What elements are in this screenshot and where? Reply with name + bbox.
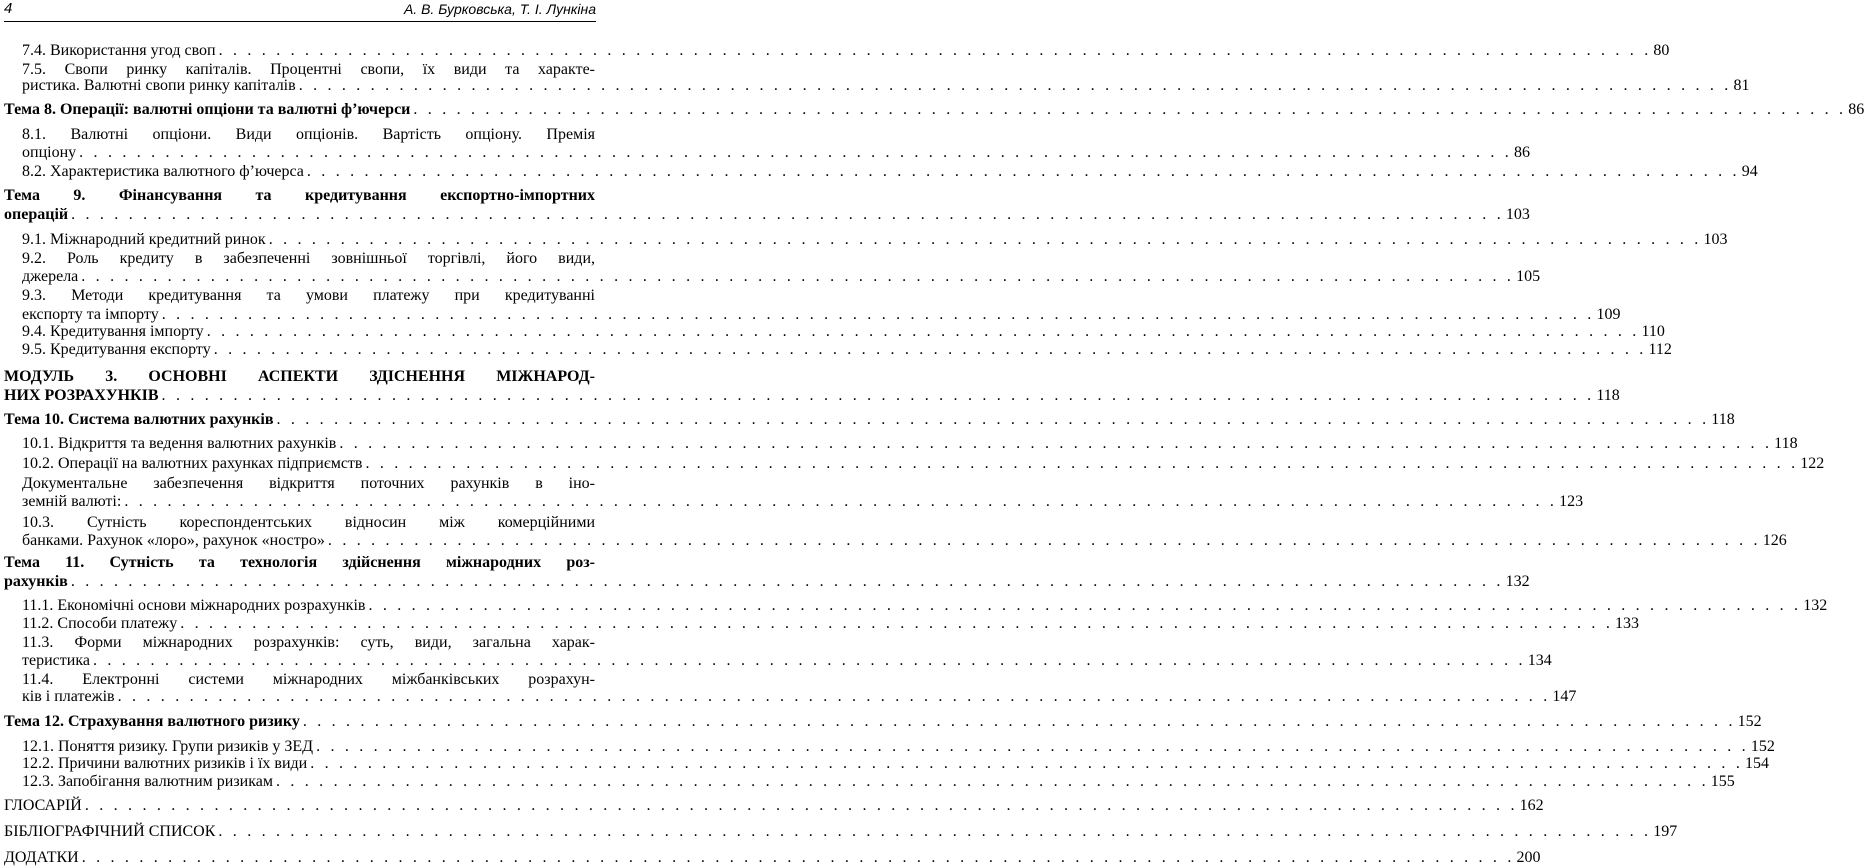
dot-leader: . . . . . . . . . . . . . . . . . . . . . . . . . . . . . . . . . . . . . . . . . . . . . . . . . . . . . . . . . . . . . . . . . . . . . . . . . . . . . . . . . . . . . . . . . . . . . . . . . . . . xyxy=(92,652,1526,669)
toc-entry-last-line xyxy=(4,712,1762,731)
toc-entry-title: джерела xyxy=(22,268,79,285)
toc-page-number: 86 xyxy=(1848,101,1864,118)
toc-entry[interactable] xyxy=(4,553,1530,591)
toc-page-number: 112 xyxy=(1648,341,1672,358)
toc-entry-last-line xyxy=(22,41,1670,60)
toc-entry[interactable] xyxy=(4,796,1544,815)
toc-entry-title-line: 9.3. Методи кредитування та умови платежу при кредитуванні xyxy=(22,287,595,304)
authors: А. В. Бурковська, Т. І. Лункіна xyxy=(403,1,596,17)
dot-leader: . . . . . . . . . . . . . . . . . . . . . . . . . . . . . . . . . . . . . . . . . . . . . . . . . . . . . . . . . . . . . . . . . . . . . . . . . . . . . . . . . . . . . . . . . . . . . . . . . . . . xyxy=(276,411,1710,428)
toc-page-number: 122 xyxy=(1800,455,1825,472)
toc-entry[interactable] xyxy=(22,754,1770,773)
toc-entry[interactable] xyxy=(22,596,1828,615)
toc-entry-title: 9.1. Міжнародний кредитний ринок xyxy=(22,231,266,248)
toc-entry-title-line: МОДУЛЬ 3. ОСНОВНІ АСПЕКТИ ЗДІСНЕННЯ МІЖНАРОД- xyxy=(4,368,595,385)
toc-entry[interactable] xyxy=(22,454,1825,473)
toc-entry-title-line: Документальне забезпечення відкриття поточних рахунків в іно- xyxy=(22,475,595,492)
toc-page-number: 110 xyxy=(1641,323,1665,340)
toc-entry[interactable] xyxy=(4,100,1864,119)
toc-entry[interactable] xyxy=(22,670,1577,706)
dot-leader: . . . . . . . . . . . . . . . . . . . . . . . . . . . . . . . . . . . . . . . . . . . . . . . . . . . . . . . . . . . . . . . . . . . . . . . . . . . . . . . . . . . . . . . . . . . . . . . . . . . . xyxy=(413,101,1847,118)
dot-leader: . . . . . . . . . . . . . . . . . . . . . . . . . . . . . . . . . . . . . . . . . . . . . . . . . . . . . . . . . . . . . . . . . . . . . . . . . . . . . . . . . . . . . . . . . . . . . . . . . . . . xyxy=(275,773,1709,790)
toc-page-number: 152 xyxy=(1750,738,1775,755)
toc-entry[interactable] xyxy=(22,60,1750,95)
toc-page-number: 103 xyxy=(1505,206,1530,223)
toc-page-number: 134 xyxy=(1527,652,1552,669)
dot-leader: . . . . . . . . . . . . . . . . . . . . . . . . . . . . . . . . . . . . . . . . . . . . . . . . . . . . . . . . . . . . . . . . . . . . . . . . . . . . . . . . . . . . . . . . . . . . . . . . . . . . xyxy=(339,435,1773,452)
dot-leader: . . . . . . . . . . . . . . . . . . . . . . . . . . . . . . . . . . . . . . . . . . . . . . . . . . . . . . . . . . . . . . . . . . . . . . . . . . . . . . . . . . . . . . . . . . . . . . . . . . . . xyxy=(268,231,1702,248)
dot-leader: . . . . . . . . . . . . . . . . . . . . . . . . . . . . . . . . . . . . . . . . . . . . . . . . . . . . . . . . . . . . . . . . . . . . . . . . . . . . . . . . . . . . . . . . . . . . . . . . . . . . xyxy=(161,306,1595,323)
toc-page-number: 152 xyxy=(1737,713,1762,730)
dot-leader: . . . . . . . . . . . . . . . . . . . . . . . . . . . . . . . . . . . . . . . . . . . . . . . . . . . . . . . . . . . . . . . . . . . . . . . . . . . . . . . . . . . . . . . . . . . . . . . . . . . . xyxy=(218,42,1652,59)
toc-page-number: 197 xyxy=(1653,823,1678,840)
toc-entry-last-line xyxy=(4,100,1864,119)
toc-page-number: 80 xyxy=(1653,42,1670,59)
toc-page-number: 103 xyxy=(1703,231,1728,248)
toc-entry-title: Тема 8. Операції: валютні опціони та валютні ф’ючерси xyxy=(4,101,411,118)
dot-leader: . . . . . . . . . . . . . . . . . . . . . . . . . . . . . . . . . . . . . . . . . . . . . . . . . . . . . . . . . . . . . . . . . . . . . . . . . . . . . . . . . . . . . . . . . . . . . . . . . . . . xyxy=(206,323,1640,340)
dot-leader: . . . . . . . . . . . . . . . . . . . . . . . . . . . . . . . . . . . . . . . . . . . . . . . . . . . . . . . . . . . . . . . . . . . . . . . . . . . . . . . . . . . . . . . . . . . . . . . . . . . . xyxy=(306,163,1740,180)
dot-leader: . . . . . . . . . . . . . . . . . . . . . . . . . . . . . . . . . . . . . . . . . . . . . . . . . . . . . . . . . . . . . . . . . . . . . . . . . . . . . . . . . . . . . . . . . . . . . . . . . . . . xyxy=(70,573,1504,590)
dot-leader: . . . . . . . . . . . . . . . . . . . . . . . . . . . . . . . . . . . . . . . . . . . . . . . . . . . . . . . . . . . . . . . . . . . . . . . . . . . . . . . . . . . . . . . . . . . . . . . . . . . . xyxy=(71,206,1504,223)
dot-leader: . . . . . . . . . . . . . . . . . . . . . . . . . . . . . . . . . . . . . . . . . . . . . . . . . . . . . . . . . . . . . . . . . . . . . . . . . . . . . . . . . . . . . . . . . . . . . . . . . . . . xyxy=(218,823,1652,840)
dot-leader: . . . . . . . . . . . . . . . . . . . . . . . . . . . . . . . . . . . . . . . . . . . . . . . . . . . . . . . . . . . . . . . . . . . . . . . . . . . . . . . . . . . . . . . . . . . . . . . . . . . . xyxy=(180,615,1614,632)
toc-entry[interactable] xyxy=(22,513,1787,550)
toc-entry[interactable] xyxy=(22,614,1640,633)
toc-entry-title: БІБЛІОГРАФІЧНИЙ СПИСОК xyxy=(4,823,216,840)
toc-entry-last-line xyxy=(4,410,1735,429)
toc-entry-title: ДОДАТКИ xyxy=(4,849,79,866)
toc-entry-title-line: Тема 11. Сутність та технологія здійснення міжнародних роз- xyxy=(4,554,595,571)
toc-entry-last-line xyxy=(4,386,1620,405)
toc-entry-last-line xyxy=(22,754,1770,773)
toc-entry[interactable] xyxy=(22,286,1621,324)
toc-page-number: 81 xyxy=(1733,77,1750,94)
toc-entry[interactable] xyxy=(22,125,1530,162)
toc-entry-last-line xyxy=(22,76,1750,95)
toc-entry-title: 10.1. Відкриття та ведення валютних рахунків xyxy=(22,435,337,452)
toc-entry-title: 9.4. Кредитування імпорту xyxy=(22,323,204,340)
toc-page-number: 105 xyxy=(1516,268,1541,285)
toc-entry-last-line xyxy=(22,596,1828,615)
toc-entry-last-line xyxy=(22,162,1758,181)
dot-leader: . . . . . . . . . . . . . . . . . . . . . . . . . . . . . . . . . . . . . . . . . . . . . . . . . . . . . . . . . . . . . . . . . . . . . . . . . . . . . . . . . . . . . . . . . . . . . . . . . . . . xyxy=(368,597,1802,614)
toc-entry-last-line xyxy=(22,772,1735,791)
toc-entry-title: ГЛОСАРІЙ xyxy=(4,797,82,814)
toc-entry-title: Тема 12. Страхування валютного ризику xyxy=(4,713,300,730)
toc-page-number: 126 xyxy=(1762,532,1787,549)
toc-entry-last-line xyxy=(22,434,1798,453)
dot-leader: . . . . . . . . . . . . . . . . . . . . . . . . . . . . . . . . . . . . . . . . . . . . . . . . . . . . . . . . . . . . . . . . . . . . . . . . . . . . . . . . . . . . . . . . . . . . . . . . . . . . xyxy=(302,713,1736,730)
toc-page-number: 123 xyxy=(1559,493,1584,510)
toc-entry-title: 12.2. Причини валютних ризиків і їх види xyxy=(22,755,308,772)
toc-entry-title: земній валюті: xyxy=(22,493,122,510)
toc-entry-title: рахунків xyxy=(4,573,68,590)
toc-entry-title-line: 8.1. Валютні опціони. Види опціонів. Вартість опціону. Премія xyxy=(22,126,595,143)
toc-entry-title: теристика xyxy=(22,652,90,669)
toc-entry-title: 10.2. Операції на валютних рахунках підприємств xyxy=(22,455,363,472)
toc-entry-title: операцій xyxy=(4,206,69,223)
toc-entry-title: НИХ РОЗРАХУНКІВ xyxy=(4,387,159,404)
toc-entry-title-line: Тема 9. Фінансування та кредитування експортно-імпортних xyxy=(4,187,595,204)
toc-entry-last-line xyxy=(22,340,1672,359)
dot-leader: . . . . . . . . . . . . . . . . . . . . . . . . . . . . . . . . . . . . . . . . . . . . . . . . . . . . . . . . . . . . . . . . . . . . . . . . . . . . . . . . . . . . . . . . . . . . . . . . . . . . xyxy=(213,341,1647,358)
toc-entry-last-line xyxy=(4,822,1678,841)
toc-entry-last-line xyxy=(4,205,1530,224)
toc-entry[interactable] xyxy=(4,822,1678,841)
toc-entry-title: 8.2. Характеристика валютного ф’ючерса xyxy=(22,163,304,180)
toc-entry-title: 11.2. Способи платежу xyxy=(22,615,178,632)
dot-leader: . . . . . . . . . . . . . . . . . . . . . . . . . . . . . . . . . . . . . . . . . . . . . . . . . . . . . . . . . . . . . . . . . . . . . . . . . . . . . . . . . . . . . . . . . . . . . . . . . . . . xyxy=(310,755,1744,772)
toc-entry-title: 12.1. Поняття ризику. Групи ризиків у ЗЕД xyxy=(22,738,314,755)
toc-entry-last-line xyxy=(22,614,1640,633)
toc-entry[interactable] xyxy=(4,848,1541,867)
toc-page-number: 132 xyxy=(1803,597,1828,614)
toc-entry-title-line: 11.3. Форми міжнародних розрахунків: суть, види, загальна харак- xyxy=(22,634,595,651)
toc-page-number: 86 xyxy=(1513,144,1530,161)
toc-entry[interactable] xyxy=(4,712,1762,731)
toc-page-number: 155 xyxy=(1710,773,1735,790)
toc-entry-title: ків і платежів xyxy=(22,688,115,705)
running-header xyxy=(4,0,596,22)
toc-entry-title: 7.4. Використання угод своп xyxy=(22,42,216,59)
toc-entry[interactable] xyxy=(22,434,1798,453)
toc-entry-title: 9.5. Кредитування експорту xyxy=(22,341,211,358)
toc-entry-title-line: 9.2. Роль кредиту в забезпеченні зовнішньої торгівлі, його види, xyxy=(22,250,595,267)
toc-entry-last-line xyxy=(22,322,1665,341)
toc-entry-last-line xyxy=(22,651,1552,670)
toc-entry-title: Тема 10. Система валютних рахунків xyxy=(4,411,274,428)
toc-page-number: 118 xyxy=(1711,411,1735,428)
toc-page-number: 154 xyxy=(1745,755,1770,772)
dot-leader: . . . . . . . . . . . . . . . . . . . . . . . . . . . . . . . . . . . . . . . . . . . . . . . . . . . . . . . . . . . . . . . . . . . . . . . . . . . . . . . . . . . . . . . . . . . . . . . . . . . . xyxy=(81,268,1515,285)
toc-entry-title-line: 7.5. Свопи ринку капіталів. Процентні свопи, їх види та характе- xyxy=(22,61,595,78)
dot-leader: . . . . . . . . . . . . . . . . . . . . . . . . . . . . . . . . . . . . . . . . . . . . . . . . . . . . . . . . . . . . . . . . . . . . . . . . . . . . . . . . . . . . . . . . . . . . . . . . . . . . xyxy=(117,688,1551,705)
toc-entry-title: опціону xyxy=(22,144,77,161)
toc-entry-last-line xyxy=(4,796,1544,815)
dot-leader: . . . . . . . . . . . . . . . . . . . . . . . . . . . . . . . . . . . . . . . . . . . . . . . . . . . . . . . . . . . . . . . . . . . . . . . . . . . . . . . . . . . . . . . . . . . . . . . . . . . . xyxy=(124,493,1558,510)
toc-page-number: 200 xyxy=(1516,849,1541,866)
toc-entry-title-line: 10.3. Сутність кореспондентських відносин між комерційними xyxy=(22,514,595,531)
toc-entry-title: банками. Рахунок «лоро», рахунок «ностро» xyxy=(22,532,325,549)
dot-leader: . . . . . . . . . . . . . . . . . . . . . . . . . . . . . . . . . . . . . . . . . . . . . . . . . . . . . . . . . . . . . . . . . . . . . . . . . . . . . . . . . . . . . . . . . . . . . . . . . . . . xyxy=(327,532,1761,549)
toc-entry[interactable] xyxy=(22,322,1665,341)
toc-entry-title: 11.1. Економічні основи міжнародних розрахунків xyxy=(22,597,366,614)
page-number: 4 xyxy=(4,0,13,17)
dot-leader: . . . . . . . . . . . . . . . . . . . . . . . . . . . . . . . . . . . . . . . . . . . . . . . . . . . . . . . . . . . . . . . . . . . . . . . . . . . . . . . . . . . . . . . . . . . . . . . . . . . . xyxy=(298,77,1732,94)
dot-leader: . . . . . . . . . . . . . . . . . . . . . . . . . . . . . . . . . . . . . . . . . . . . . . . . . . . . . . . . . . . . . . . . . . . . . . . . . . . . . . . . . . . . . . . . . . . . . . . . . . . . xyxy=(316,738,1749,755)
toc-entry-title: 12.3. Запобігання валютним ризикам xyxy=(22,773,273,790)
toc-page-number: 94 xyxy=(1741,163,1758,180)
toc-entry[interactable] xyxy=(22,41,1670,60)
toc-page-number: 109 xyxy=(1596,306,1621,323)
toc-page-number: 132 xyxy=(1505,573,1530,590)
toc-page-number: 118 xyxy=(1774,435,1798,452)
toc-entry[interactable] xyxy=(22,633,1552,670)
toc-entry[interactable] xyxy=(22,249,1541,286)
toc-page-number: 147 xyxy=(1552,688,1577,705)
toc-entry-last-line xyxy=(22,687,1577,706)
toc-entry-last-line xyxy=(4,848,1541,867)
toc-entry-last-line xyxy=(4,572,1530,591)
toc-entry[interactable] xyxy=(22,230,1728,249)
toc-entry[interactable] xyxy=(22,162,1758,181)
toc-entry-title-line: 11.4. Електронні системи міжнародних міжбанківських розрахун- xyxy=(22,671,595,688)
toc-entry-last-line xyxy=(22,267,1541,286)
toc-entry-title: експорту та імпорту xyxy=(22,306,159,323)
toc-entry[interactable] xyxy=(22,340,1672,359)
toc-page-number: 118 xyxy=(1596,387,1620,404)
toc-entry[interactable] xyxy=(4,410,1735,429)
dot-leader: . . . . . . . . . . . . . . . . . . . . . . . . . . . . . . . . . . . . . . . . . . . . . . . . . . . . . . . . . . . . . . . . . . . . . . . . . . . . . . . . . . . . . . . . . . . . . . . . . . . . xyxy=(365,455,1799,472)
toc-entry-last-line xyxy=(22,454,1825,473)
toc-page-number: 162 xyxy=(1519,797,1544,814)
toc-entry[interactable] xyxy=(22,772,1735,791)
toc-entry-last-line xyxy=(22,492,1584,511)
dot-leader: . . . . . . . . . . . . . . . . . . . . . . . . . . . . . . . . . . . . . . . . . . . . . . . . . . . . . . . . . . . . . . . . . . . . . . . . . . . . . . . . . . . . . . . . . . . . . . . . . . . . xyxy=(84,797,1518,814)
toc-entry[interactable] xyxy=(4,186,1530,224)
toc-entry-title: ристика. Валютні свопи ринку капіталів xyxy=(22,77,296,94)
toc-entry-last-line xyxy=(22,143,1530,162)
toc-page-number: 133 xyxy=(1615,615,1640,632)
toc-entry-last-line xyxy=(22,230,1728,249)
toc-entry-last-line xyxy=(22,531,1787,550)
dot-leader: . . . . . . . . . . . . . . . . . . . . . . . . . . . . . . . . . . . . . . . . . . . . . . . . . . . . . . . . . . . . . . . . . . . . . . . . . . . . . . . . . . . . . . . . . . . . . . . . . . . . xyxy=(79,144,1512,161)
toc-entry[interactable] xyxy=(4,367,1620,405)
dot-leader: . . . . . . . . . . . . . . . . . . . . . . . . . . . . . . . . . . . . . . . . . . . . . . . . . . . . . . . . . . . . . . . . . . . . . . . . . . . . . . . . . . . . . . . . . . . . . . . . . . . . xyxy=(81,849,1515,866)
dot-leader: . . . . . . . . . . . . . . . . . . . . . . . . . . . . . . . . . . . . . . . . . . . . . . . . . . . . . . . . . . . . . . . . . . . . . . . . . . . . . . . . . . . . . . . . . . . . . . . . . . . . xyxy=(161,387,1595,404)
toc-entry[interactable] xyxy=(22,474,1584,511)
